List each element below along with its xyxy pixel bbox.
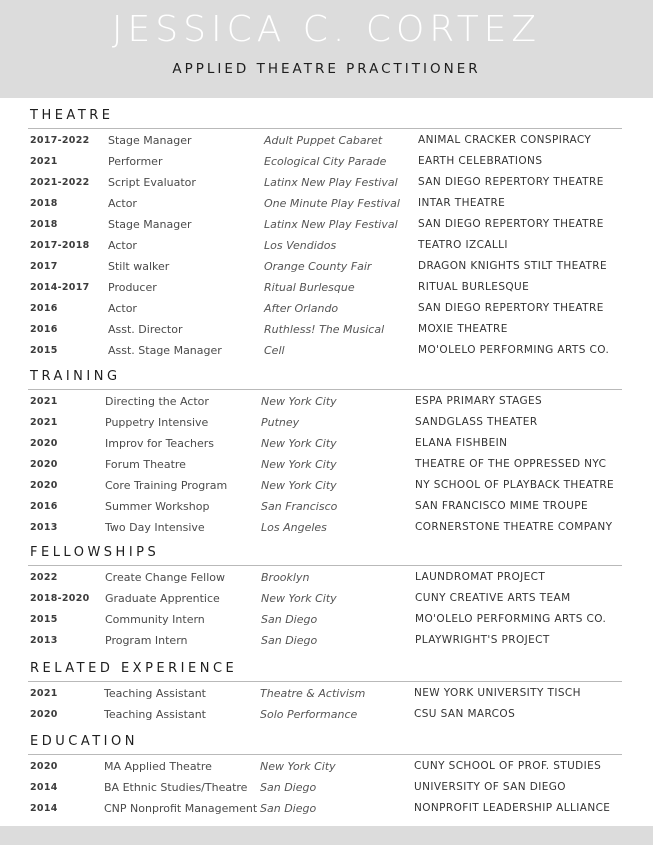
entry-organization: PLAYWRIGHT'S PROJECT <box>415 634 550 646</box>
entry-year: 2020 <box>30 459 58 470</box>
entry-place: Ecological City Parade <box>264 155 387 168</box>
entry-organization: MO'OLELO PERFORMING ARTS CO. <box>418 344 610 356</box>
resume-entry-row <box>0 630 653 651</box>
resume-header <box>0 0 653 98</box>
entry-year: 2016 <box>30 303 58 314</box>
resume-entry-row <box>0 588 653 609</box>
entry-year: 2016 <box>30 324 58 335</box>
resume-entry-row <box>0 391 653 412</box>
entry-organization: RITUAL BURLESQUE <box>418 281 530 293</box>
entry-year: 2018-2020 <box>30 593 90 604</box>
section-divider <box>28 565 622 566</box>
section-divider <box>28 681 622 682</box>
entry-year: 2017 <box>30 261 58 272</box>
entry-place: New York City <box>261 592 337 605</box>
entry-place: Los Angeles <box>261 521 327 534</box>
entry-role: Actor <box>108 197 137 210</box>
entry-place: New York City <box>261 479 337 492</box>
entry-role: Script Evaluator <box>108 176 196 189</box>
entry-year: 2021 <box>30 396 58 407</box>
entry-organization: SANDGLASS THEATER <box>415 416 538 428</box>
entry-place: Cell <box>264 344 285 357</box>
section-title: TRAINING <box>30 369 121 384</box>
resume-entry-row <box>0 777 653 798</box>
section-title: EDUCATION <box>30 734 138 749</box>
resume-entry-row <box>0 609 653 630</box>
entry-role: Core Training Program <box>105 479 228 492</box>
entry-year: 2021 <box>30 156 58 167</box>
entry-organization: SAN DIEGO REPERTORY THEATRE <box>418 218 604 230</box>
resume-entry-row <box>0 496 653 517</box>
entry-year: 2014 <box>30 782 58 793</box>
entry-place: New York City <box>261 395 337 408</box>
entry-organization: SAN DIEGO REPERTORY THEATRE <box>418 302 604 314</box>
entry-role: Asst. Stage Manager <box>108 344 222 357</box>
entry-year: 2013 <box>30 522 58 533</box>
entry-role: Graduate Apprentice <box>105 592 220 605</box>
job-title: APPLIED THEATRE PRACTITIONER <box>172 61 481 77</box>
entry-role: CNP Nonprofit Management <box>104 802 258 815</box>
entry-place: Orange County Fair <box>264 260 372 273</box>
entry-role: BA Ethnic Studies/Theatre <box>104 781 248 794</box>
section-rows <box>0 130 653 361</box>
section-title: RELATED EXPERIENCE <box>30 661 238 676</box>
resume-entry-row <box>0 256 653 277</box>
entry-organization: ANIMAL CRACKER CONSPIRACY <box>418 134 592 146</box>
entry-role: Create Change Fellow <box>105 571 225 584</box>
entry-year: 2013 <box>30 635 58 646</box>
section-title: FELLOWSHIPS <box>30 545 160 560</box>
entry-organization: SAN FRANCISCO MIME TROUPE <box>415 500 589 512</box>
entry-place: Theatre & Activism <box>260 687 366 700</box>
entry-role: Stage Manager <box>108 218 192 231</box>
entry-place: San Francisco <box>261 500 338 513</box>
resume-entry-row <box>0 567 653 588</box>
entry-role: Community Intern <box>105 613 205 626</box>
resume-entry-row <box>0 756 653 777</box>
entry-year: 2018 <box>30 198 58 209</box>
entry-place: Ruthless! The Musical <box>264 323 385 336</box>
resume-footer <box>0 826 653 845</box>
section-title: THEATRE <box>30 108 114 123</box>
entry-role: Stilt walker <box>108 260 170 273</box>
section-divider <box>28 128 622 129</box>
entry-organization: UNIVERSITY OF SAN DIEGO <box>414 781 566 793</box>
entry-year: 2014 <box>30 803 58 814</box>
entry-place: Putney <box>261 416 300 429</box>
person-name: JESSICA C. CORTEZ <box>111 9 542 50</box>
entry-year: 2021-2022 <box>30 177 90 188</box>
entry-organization: TEATRO IZCALLI <box>418 239 508 251</box>
entry-role: Forum Theatre <box>105 458 186 471</box>
resume-entry-row <box>0 412 653 433</box>
entry-role: Stage Manager <box>108 134 192 147</box>
entry-organization: ESPA PRIMARY STAGES <box>415 395 543 407</box>
entry-place: San Diego <box>261 613 318 626</box>
entry-year: 2021 <box>30 688 58 699</box>
entry-role: Puppetry Intensive <box>105 416 209 429</box>
resume-entry-row <box>0 683 653 704</box>
entry-place: San Diego <box>260 781 317 794</box>
section-divider <box>28 754 622 755</box>
entry-organization: NY SCHOOL OF PLAYBACK THEATRE <box>415 479 615 491</box>
entry-year: 2020 <box>30 438 58 449</box>
entry-organization: CORNERSTONE THEATRE COMPANY <box>415 521 613 533</box>
resume-entry-row <box>0 235 653 256</box>
entry-year: 2020 <box>30 480 58 491</box>
entry-place: San Diego <box>261 634 318 647</box>
entry-role: MA Applied Theatre <box>104 760 212 773</box>
entry-place: After Orlando <box>264 302 339 315</box>
entry-year: 2015 <box>30 614 58 625</box>
resume-entry-row <box>0 704 653 725</box>
resume-entry-row <box>0 433 653 454</box>
entry-organization: CUNY SCHOOL OF PROF. STUDIES <box>414 760 602 772</box>
entry-place: New York City <box>261 458 337 471</box>
resume-entry-row <box>0 130 653 151</box>
entry-place: San Diego <box>260 802 317 815</box>
entry-organization: NONPROFIT LEADERSHIP ALLIANCE <box>414 802 611 814</box>
entry-year: 2022 <box>30 572 58 583</box>
entry-role: Actor <box>108 302 137 315</box>
entry-organization: ELANA FISHBEIN <box>415 437 508 449</box>
resume-entry-row <box>0 319 653 340</box>
resume-entry-row <box>0 172 653 193</box>
entry-year: 2020 <box>30 761 58 772</box>
entry-place: New York City <box>261 437 337 450</box>
entry-place: New York City <box>260 760 336 773</box>
entry-organization: MO'OLELO PERFORMING ARTS CO. <box>415 613 607 625</box>
resume-entry-row <box>0 798 653 819</box>
section-rows <box>0 756 653 819</box>
entry-year: 2018 <box>30 219 58 230</box>
entry-role: Performer <box>108 155 163 168</box>
entry-place: Latinx New Play Festival <box>264 176 398 189</box>
entry-place: Solo Performance <box>260 708 358 721</box>
entry-place: Adult Puppet Cabaret <box>264 134 383 147</box>
resume-entry-row <box>0 214 653 235</box>
entry-organization: NEW YORK UNIVERSITY TISCH <box>414 687 581 699</box>
entry-role: Directing the Actor <box>105 395 209 408</box>
resume-entry-row <box>0 454 653 475</box>
entry-organization: CUNY CREATIVE ARTS TEAM <box>415 592 571 604</box>
entry-organization: EARTH CELEBRATIONS <box>418 155 543 167</box>
resume-entry-row <box>0 277 653 298</box>
entry-year: 2017-2018 <box>30 240 90 251</box>
entry-year: 2017-2022 <box>30 135 90 146</box>
entry-year: 2015 <box>30 345 58 356</box>
entry-role: Producer <box>108 281 157 294</box>
resume-entry-row <box>0 151 653 172</box>
entry-role: Summer Workshop <box>105 500 210 513</box>
entry-organization: THEATRE OF THE OPPRESSED NYC <box>415 458 607 470</box>
entry-organization: CSU SAN MARCOS <box>414 708 516 720</box>
entry-place: Brooklyn <box>261 571 310 584</box>
entry-organization: DRAGON KNIGHTS STILT THEATRE <box>418 260 608 272</box>
resume-entry-row <box>0 475 653 496</box>
resume-entry-row <box>0 193 653 214</box>
section-rows <box>0 391 653 538</box>
entry-role: Two Day Intensive <box>105 521 205 534</box>
entry-role: Program Intern <box>105 634 188 647</box>
resume-entry-row <box>0 340 653 361</box>
resume-entry-row <box>0 298 653 319</box>
entry-year: 2021 <box>30 417 58 428</box>
section-divider <box>28 389 622 390</box>
entry-role: Asst. Director <box>108 323 183 336</box>
section-rows <box>0 567 653 651</box>
entry-year: 2014-2017 <box>30 282 90 293</box>
entry-role: Improv for Teachers <box>105 437 214 450</box>
entry-role: Actor <box>108 239 137 252</box>
entry-year: 2016 <box>30 501 58 512</box>
entry-place: One Minute Play Festival <box>264 197 400 210</box>
entry-organization: LAUNDROMAT PROJECT <box>415 571 546 583</box>
entry-place: Los Vendidos <box>264 239 337 252</box>
entry-organization: MOXIE THEATRE <box>418 323 508 335</box>
resume-entry-row <box>0 517 653 538</box>
entry-place: Latinx New Play Festival <box>264 218 398 231</box>
entry-organization: SAN DIEGO REPERTORY THEATRE <box>418 176 604 188</box>
entry-role: Teaching Assistant <box>104 687 206 700</box>
entry-organization: INTAR THEATRE <box>418 197 506 209</box>
entry-place: Ritual Burlesque <box>264 281 355 294</box>
entry-role: Teaching Assistant <box>104 708 206 721</box>
section-rows <box>0 683 653 725</box>
entry-year: 2020 <box>30 709 58 720</box>
